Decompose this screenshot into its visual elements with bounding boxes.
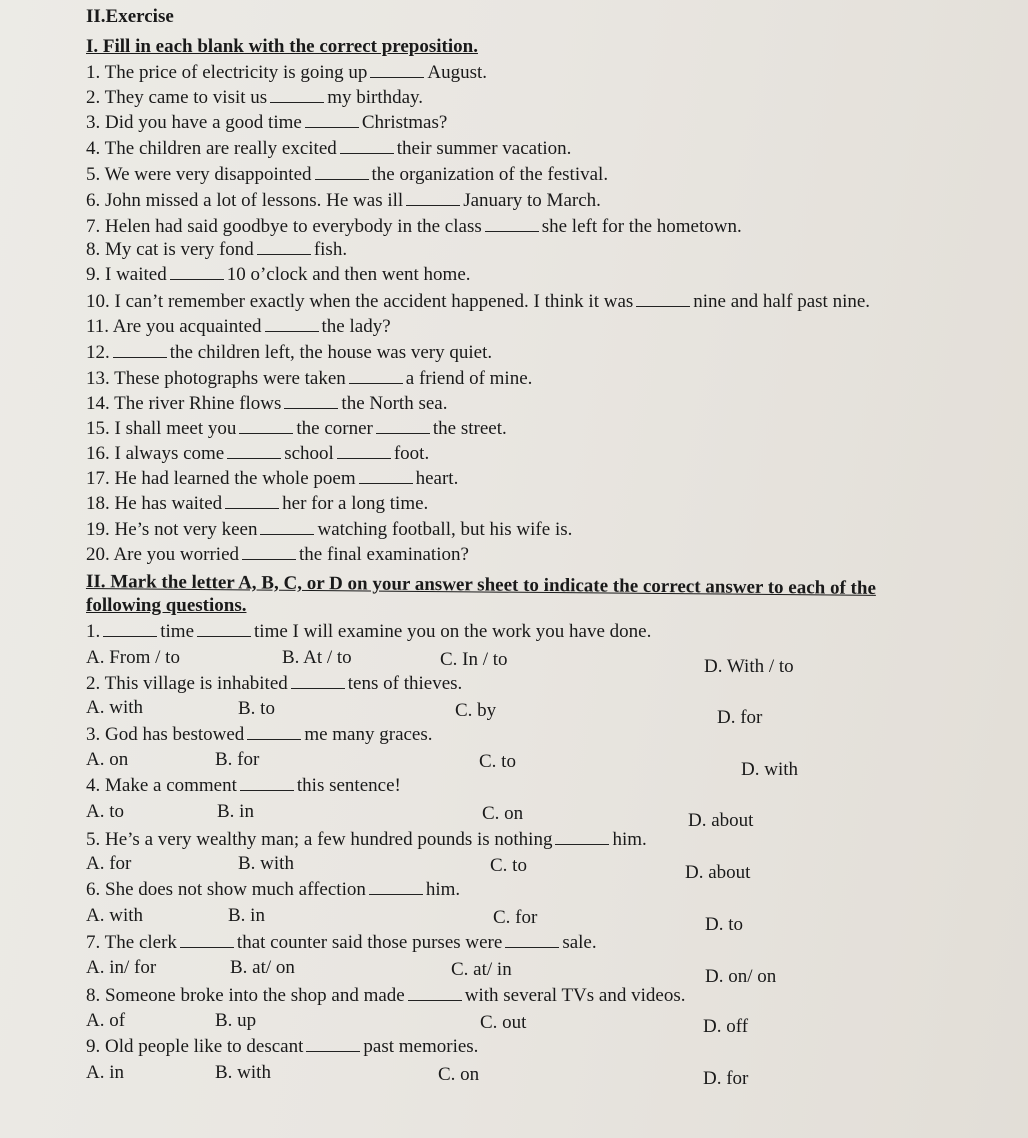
option-b[interactable]: B. up — [215, 1010, 257, 1031]
answer-blank[interactable] — [239, 418, 293, 434]
option-b[interactable]: B. in — [228, 905, 265, 926]
option-d[interactable]: D. for — [703, 1068, 749, 1089]
answer-blank[interactable] — [170, 264, 224, 280]
answer-blank[interactable] — [349, 368, 403, 384]
option-b[interactable]: B. with — [238, 853, 294, 874]
option-c[interactable]: C. on — [482, 803, 524, 824]
option-c[interactable]: C. out — [480, 1012, 527, 1033]
exercise-title: II.Exercise — [86, 6, 174, 27]
option-d[interactable]: D. about — [688, 810, 754, 831]
answer-blank[interactable] — [505, 932, 559, 948]
answer-blank[interactable] — [197, 621, 251, 637]
option-a[interactable]: A. with — [86, 697, 143, 718]
answer-blank[interactable] — [227, 443, 281, 459]
option-a[interactable]: A. in/ for — [86, 957, 157, 978]
fill-question-15: 15. I shall meet you the corner the street. — [86, 418, 507, 439]
option-d[interactable]: D. off — [703, 1016, 749, 1037]
answer-blank[interactable] — [242, 544, 296, 560]
fill-question-18: 18. He has waited her for a long time. — [86, 493, 429, 514]
answer-blank[interactable] — [291, 673, 345, 689]
fill-question-19: 19. He’s not very keen watching football, but his wife is. — [86, 519, 573, 540]
option-b[interactable]: B. in — [217, 801, 254, 822]
option-c[interactable]: C. for — [493, 907, 538, 928]
option-a[interactable]: A. of — [86, 1010, 126, 1031]
option-d[interactable]: D. With / to — [704, 656, 794, 677]
answer-blank[interactable] — [113, 342, 167, 358]
part2-heading-continued: following questions. — [86, 595, 247, 616]
option-a[interactable]: A. From / to — [86, 647, 180, 668]
fill-question-5: 5. We were very disappointed the organization of the festival. — [86, 164, 609, 185]
option-d[interactable]: D. for — [717, 707, 763, 728]
fill-question-16: 16. I always come school foot. — [86, 443, 430, 464]
answer-blank[interactable] — [305, 112, 359, 128]
mc-question-7: 7. The clerk that counter said those purses were sale. — [86, 932, 597, 953]
fill-question-20: 20. Are you worried the final examination? — [86, 544, 469, 565]
answer-blank[interactable] — [636, 291, 690, 307]
option-d[interactable]: D. on/ on — [705, 966, 777, 987]
option-c[interactable]: C. to — [490, 855, 527, 876]
mc-question-3: 3. God has bestowed me many graces. — [86, 724, 433, 745]
answer-blank[interactable] — [406, 190, 460, 206]
option-c[interactable]: C. In / to — [440, 649, 508, 670]
fill-question-10: 10. I can’t remember exactly when the accident happened. I think it was nine and half past nine. — [86, 291, 871, 312]
mc-question-9: 9. Old people like to descant past memories. — [86, 1036, 479, 1057]
mc-question-6: 6. She does not show much affection him. — [86, 879, 461, 900]
fill-question-11: 11. Are you acquainted the lady? — [86, 316, 391, 337]
fill-question-4: 4. The children are really excited their summer vacation. — [86, 138, 572, 159]
answer-blank[interactable] — [225, 493, 279, 509]
fill-question-9: 9. I waited 10 o’clock and then went home. — [86, 264, 471, 285]
answer-blank[interactable] — [315, 164, 369, 180]
option-a[interactable]: A. to — [86, 801, 124, 822]
option-c[interactable]: C. at/ in — [451, 959, 512, 980]
option-a[interactable]: A. on — [86, 749, 129, 770]
option-c[interactable]: C. by — [455, 700, 497, 721]
option-b[interactable]: B. to — [238, 698, 275, 719]
option-b[interactable]: B. for — [215, 749, 260, 770]
option-b[interactable]: B. with — [215, 1062, 271, 1083]
answer-blank[interactable] — [359, 468, 413, 484]
answer-blank[interactable] — [284, 393, 338, 409]
option-a[interactable]: A. for — [86, 853, 132, 874]
option-c[interactable]: C. to — [479, 751, 516, 772]
option-b[interactable]: B. At / to — [282, 647, 352, 668]
answer-blank[interactable] — [103, 621, 157, 637]
fill-question-2: 2. They came to visit us my birthday. — [86, 87, 424, 108]
fill-question-12: 12. the children left, the house was very quiet. — [86, 342, 493, 363]
answer-blank[interactable] — [265, 316, 319, 332]
part1-heading: I. Fill in each blank with the correct preposition. — [86, 36, 478, 57]
option-a[interactable]: A. with — [86, 905, 143, 926]
answer-blank[interactable] — [408, 985, 462, 1001]
mc-question-1: 1. time time I will examine you on the work you have done. — [86, 621, 652, 642]
answer-blank[interactable] — [306, 1036, 360, 1052]
fill-question-7: 7. Helen had said goodbye to everybody in the class she left for the hometown. — [86, 216, 742, 237]
mc-question-2: 2. This village is inhabited tens of thieves. — [86, 673, 463, 694]
answer-blank[interactable] — [257, 239, 311, 255]
fill-question-14: 14. The river Rhine flows the North sea. — [86, 393, 448, 414]
part2-heading: II. Mark the letter A, B, C, or D on your answer sheet to indicate the correct answer to each of the — [85, 571, 877, 599]
fill-question-13: 13. These photographs were taken a friend of mine. — [86, 368, 533, 389]
answer-blank[interactable] — [240, 775, 294, 791]
mc-question-5: 5. He’s a very wealthy man; a few hundred pounds is nothing him. — [86, 829, 647, 850]
mc-question-4: 4. Make a comment this sentence! — [86, 775, 401, 796]
fill-question-3: 3. Did you have a good time Christmas? — [86, 112, 448, 133]
answer-blank[interactable] — [247, 724, 301, 740]
option-d[interactable]: D. with — [741, 759, 798, 780]
fill-question-6: 6. John missed a lot of lessons. He was ill January to March. — [86, 190, 601, 211]
option-d[interactable]: D. to — [705, 914, 743, 935]
fill-question-17: 17. He had learned the whole poem heart. — [86, 468, 459, 489]
answer-blank[interactable] — [555, 829, 609, 845]
answer-blank[interactable] — [370, 62, 424, 78]
answer-blank[interactable] — [270, 87, 324, 103]
answer-blank[interactable] — [337, 443, 391, 459]
answer-blank[interactable] — [369, 879, 423, 895]
option-b[interactable]: B. at/ on — [230, 957, 295, 978]
answer-blank[interactable] — [180, 932, 234, 948]
answer-blank[interactable] — [340, 138, 394, 154]
option-d[interactable]: D. about — [685, 862, 751, 883]
fill-question-8: 8. My cat is very fond fish. — [86, 239, 348, 260]
mc-question-8: 8. Someone broke into the shop and made with several TVs and videos. — [86, 985, 686, 1006]
fill-question-1: 1. The price of electricity is going up August. — [86, 62, 488, 83]
answer-blank[interactable] — [485, 216, 539, 232]
option-c[interactable]: C. on — [438, 1064, 480, 1085]
answer-blank[interactable] — [376, 418, 430, 434]
answer-blank[interactable] — [260, 519, 314, 535]
option-a[interactable]: A. in — [86, 1062, 124, 1083]
